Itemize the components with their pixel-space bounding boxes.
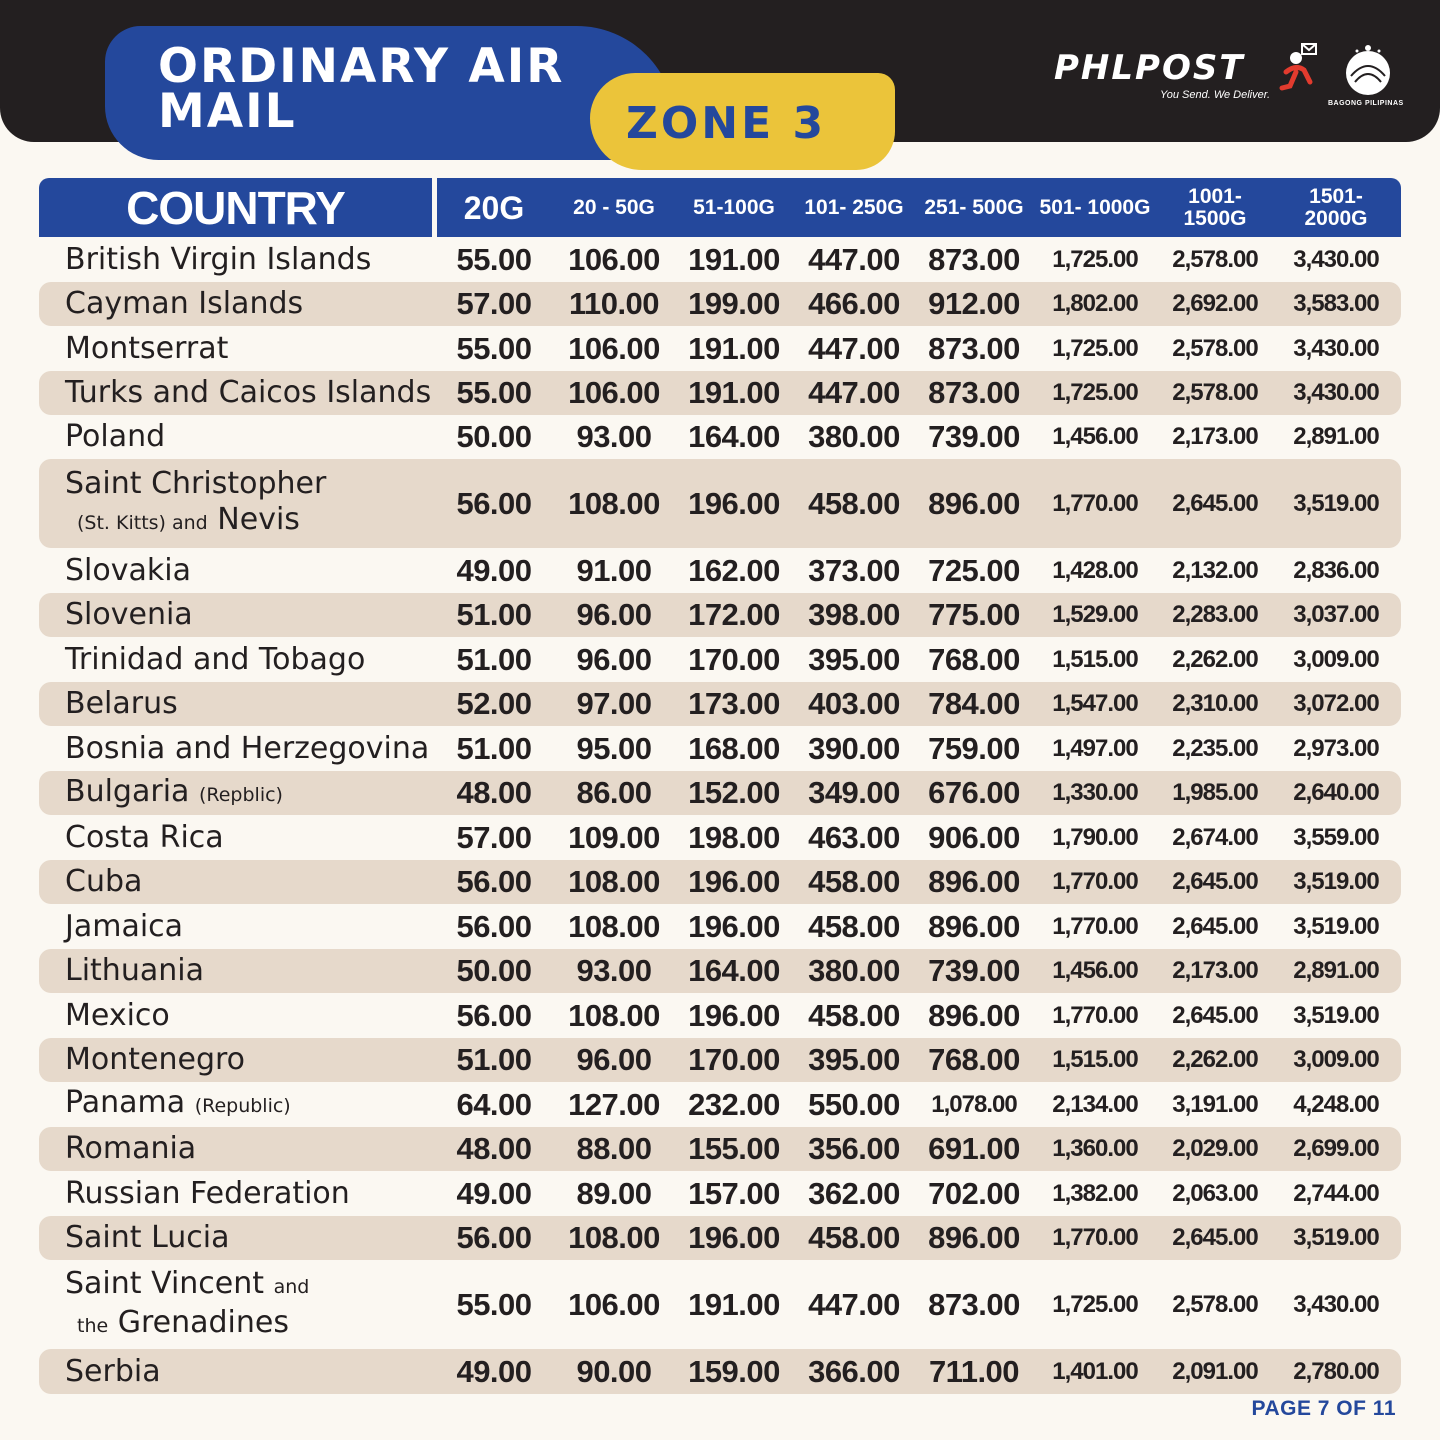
rate-cell: 191.00 [688, 241, 780, 277]
column-header: 501- 1000G [1039, 195, 1151, 219]
rate-cell: 2,132.00 [1172, 556, 1258, 584]
table-row [39, 237, 1401, 282]
table-row [39, 637, 1401, 682]
column-header: 20G [463, 189, 525, 226]
rate-cell: 2,578.00 [1172, 334, 1258, 362]
rate-cell: 64.00 [456, 1086, 532, 1122]
rate-cell: 51.00 [456, 597, 532, 632]
rate-cell: 170.00 [688, 641, 780, 677]
rate-cell: 896.00 [928, 485, 1020, 521]
rate-cell: 349.00 [808, 775, 900, 810]
rate-cell: 1,529.00 [1052, 601, 1138, 628]
table-row [39, 1171, 1401, 1216]
rate-cell: 89.00 [576, 1175, 652, 1211]
rate-cell: 51.00 [456, 730, 532, 766]
rate-cell: 2,262.00 [1172, 1046, 1258, 1073]
country-label: Cuba [65, 864, 143, 899]
rate-cell: 170.00 [688, 1042, 780, 1077]
table-row [39, 548, 1401, 593]
rate-cell: 97.00 [576, 686, 652, 721]
rate-cell: 108.00 [568, 864, 660, 899]
rate-cell: 2,173.00 [1172, 423, 1258, 450]
rate-cell: 711.00 [928, 1353, 1020, 1389]
rate-cell: 96.00 [576, 597, 652, 632]
rate-cell: 1,770.00 [1052, 1001, 1138, 1029]
rate-cell: 232.00 [688, 1086, 780, 1122]
rate-cell: 191.00 [688, 375, 780, 410]
rate-cell: 3,072.00 [1293, 690, 1379, 717]
country-label: Bosnia and Herzegovina [65, 730, 430, 766]
rate-cell: 3,559.00 [1293, 823, 1379, 851]
rate-cell: 3,430.00 [1293, 334, 1379, 362]
page-number: PAGE 7 OF 11 [1251, 1397, 1396, 1420]
country-label: Costa Rica [65, 819, 224, 855]
rate-cell: 51.00 [456, 641, 532, 677]
table-row [39, 949, 1401, 993]
rate-cell: 896.00 [928, 1220, 1020, 1255]
country-label: Serbia [65, 1353, 161, 1389]
table-row [39, 1082, 1401, 1127]
rate-cell: 164.00 [688, 419, 780, 454]
rate-cell: 2,029.00 [1172, 1135, 1258, 1162]
country-name [65, 1127, 196, 1171]
rate-cell: 458.00 [808, 908, 900, 944]
country-label: Poland [65, 419, 166, 454]
rate-cell: 2,699.00 [1293, 1135, 1379, 1162]
table-row [39, 726, 1401, 771]
rate-cell: 1,428.00 [1052, 556, 1138, 584]
rate-cell: 2,262.00 [1172, 645, 1258, 673]
rate-cell: 49.00 [456, 1175, 532, 1211]
rate-cell: 3,430.00 [1293, 1290, 1379, 1318]
rate-cell: 759.00 [928, 730, 1020, 766]
country-name [65, 237, 371, 282]
rate-cell: 2,134.00 [1052, 1090, 1138, 1118]
rate-cell: 2,836.00 [1293, 556, 1379, 584]
country-label: Panama [65, 1085, 186, 1120]
rate-cell: 784.00 [928, 686, 1020, 721]
table-row [39, 860, 1401, 904]
country-label: Jamaica [65, 908, 184, 944]
rate-cell: 356.00 [808, 1131, 900, 1166]
country-label: Bulgaria [65, 773, 190, 809]
country-label: Montenegro [65, 1042, 246, 1077]
rate-cell: 912.00 [928, 286, 1020, 321]
rate-cell: 2,692.00 [1172, 290, 1258, 317]
country-label: Romania [65, 1131, 197, 1166]
rate-cell: 56.00 [456, 1220, 532, 1255]
rate-cell: 3,009.00 [1293, 645, 1379, 673]
rate-cell: 3,519.00 [1293, 868, 1379, 895]
rate-cell: 2,645.00 [1172, 1224, 1258, 1251]
rate-cell: 2,744.00 [1293, 1179, 1379, 1207]
table-row [39, 593, 1401, 637]
rate-cell: 1,725.00 [1052, 245, 1138, 273]
rate-cell: 2,578.00 [1172, 1290, 1258, 1318]
rate-cell: 2,645.00 [1172, 868, 1258, 895]
rate-cell: 3,519.00 [1293, 1224, 1379, 1251]
phlpost-logo [1050, 42, 1410, 122]
rate-cell: 56.00 [456, 864, 532, 899]
rate-cell: 57.00 [456, 286, 532, 321]
rate-cell: 3,430.00 [1293, 379, 1379, 406]
rate-cell: 458.00 [808, 864, 900, 899]
rate-cell: 2,645.00 [1172, 912, 1258, 940]
brand-name: PHLPOST [1054, 48, 1245, 88]
rate-cell: 380.00 [808, 953, 900, 988]
table-row [39, 1216, 1401, 1260]
country-name [65, 1082, 291, 1127]
runner-icon [1274, 42, 1322, 92]
country-label: Cayman Islands [65, 286, 304, 321]
country-name [65, 1260, 309, 1349]
table-row [39, 682, 1401, 726]
rate-cell: 3,037.00 [1293, 601, 1379, 628]
rate-cell: 1,547.00 [1052, 690, 1138, 717]
rate-cell: 3,191.00 [1172, 1090, 1258, 1118]
rate-cell: 896.00 [928, 864, 1020, 899]
rate-cell: 739.00 [928, 419, 1020, 454]
rate-cell: 1,456.00 [1052, 957, 1138, 984]
rate-cell: 96.00 [576, 641, 652, 677]
rate-cell: 896.00 [928, 908, 1020, 944]
country-label: Saint Christopher [65, 466, 327, 501]
rate-cell: 2,674.00 [1172, 823, 1258, 851]
country-header: COUNTRY [126, 181, 345, 234]
rate-cell: 463.00 [808, 819, 900, 855]
table-row [39, 1349, 1401, 1394]
rate-cell: 196.00 [688, 908, 780, 944]
country-label: Belarus [65, 686, 178, 721]
rate-cell: 108.00 [568, 485, 660, 521]
country-label: Slovakia [65, 552, 191, 588]
country-name [65, 282, 303, 326]
rate-cell: 196.00 [688, 997, 780, 1033]
rate-cell: 196.00 [688, 1220, 780, 1255]
rate-cell: 775.00 [928, 597, 1020, 632]
rate-cell: 2,891.00 [1293, 423, 1379, 450]
rate-cell: 1,770.00 [1052, 912, 1138, 940]
rate-cell: 1,330.00 [1052, 779, 1138, 806]
country-name [65, 1038, 245, 1082]
country-name [65, 904, 183, 949]
rate-cell: 1,360.00 [1052, 1135, 1138, 1162]
rate-cell: 447.00 [808, 241, 900, 277]
rate-cell: 702.00 [928, 1175, 1020, 1211]
rate-cell: 50.00 [456, 953, 532, 988]
table-row [39, 1127, 1401, 1171]
rate-cell: 739.00 [928, 953, 1020, 988]
country-label-line2: Nevis [217, 502, 300, 537]
rate-cell: 159.00 [688, 1353, 780, 1389]
rate-cell: 458.00 [808, 1220, 900, 1255]
table-row [39, 326, 1401, 371]
rate-cell: 2,310.00 [1172, 690, 1258, 717]
rate-cell: 906.00 [928, 819, 1020, 855]
rate-cell: 4,248.00 [1293, 1090, 1379, 1118]
rate-cell: 196.00 [688, 864, 780, 899]
rate-cell: 403.00 [808, 686, 900, 721]
country-name [65, 326, 228, 371]
rate-cell: 56.00 [456, 908, 532, 944]
rate-table [39, 178, 1401, 1394]
rate-cell: 2,063.00 [1172, 1179, 1258, 1207]
country-label-line2: Grenadines [117, 1304, 289, 1340]
table-row [39, 771, 1401, 815]
rate-cell: 55.00 [456, 375, 532, 410]
rate-cell: 48.00 [456, 1131, 532, 1166]
rate-cell: 1,078.00 [931, 1090, 1017, 1118]
rate-cell: 2,091.00 [1172, 1357, 1258, 1385]
table-row [39, 815, 1401, 860]
rate-cell: 51.00 [456, 1042, 532, 1077]
rate-cell: 198.00 [688, 819, 780, 855]
rate-cell: 2,578.00 [1172, 245, 1258, 273]
rate-cell: 395.00 [808, 641, 900, 677]
table-row [39, 1260, 1401, 1349]
country-note: (St. Kitts) and [77, 512, 208, 534]
rate-cell: 96.00 [576, 1042, 652, 1077]
rate-cell: 152.00 [688, 775, 780, 810]
rate-cell: 366.00 [808, 1353, 900, 1389]
country-name [65, 993, 170, 1038]
rate-cell: 1,515.00 [1052, 1046, 1138, 1073]
rate-cell: 395.00 [808, 1042, 900, 1077]
rate-cell: 56.00 [456, 997, 532, 1033]
rate-cell: 173.00 [688, 686, 780, 721]
rate-cell: 191.00 [688, 1286, 780, 1322]
rate-cell: 466.00 [808, 286, 900, 321]
country-name [65, 726, 429, 771]
rate-cell: 2,645.00 [1172, 1001, 1258, 1029]
rate-cell: 2,235.00 [1172, 734, 1258, 762]
country-note-prefix: the [77, 1314, 109, 1337]
rate-cell: 2,578.00 [1172, 379, 1258, 406]
rate-cell: 725.00 [928, 552, 1020, 588]
rate-cell: 1,770.00 [1052, 489, 1138, 517]
rate-cell: 55.00 [456, 241, 532, 277]
rate-cell: 3,519.00 [1293, 489, 1379, 517]
rate-cell: 1,497.00 [1052, 734, 1138, 762]
seal-caption: BAGONG PILIPINAS [1328, 100, 1404, 107]
rate-cell: 55.00 [456, 1286, 532, 1322]
rate-cell: 2,640.00 [1293, 779, 1379, 806]
rate-cell: 157.00 [688, 1175, 780, 1211]
rate-cell: 1,770.00 [1052, 868, 1138, 895]
country-name [65, 771, 283, 815]
rate-cell: 3,583.00 [1293, 290, 1379, 317]
rate-cell: 95.00 [576, 730, 652, 766]
country-note: (Repblic) [198, 783, 283, 806]
country-name [65, 459, 326, 548]
column-header: 101- 250G [804, 195, 904, 219]
table-row [39, 904, 1401, 949]
rate-cell: 55.00 [456, 330, 532, 366]
rate-cell: 1,802.00 [1052, 290, 1138, 317]
rate-cell: 162.00 [688, 552, 780, 588]
table-header [39, 178, 1401, 237]
rate-cell: 3,519.00 [1293, 1001, 1379, 1029]
table-row [39, 459, 1401, 548]
rate-cell: 110.00 [568, 286, 660, 321]
table-row [39, 415, 1401, 459]
table-row [39, 282, 1401, 326]
rate-cell: 91.00 [576, 552, 652, 588]
rate-cell: 3,009.00 [1293, 1046, 1379, 1073]
country-label: Saint Vincent [65, 1265, 265, 1301]
rate-cell: 172.00 [688, 597, 780, 632]
rate-cell: 1,725.00 [1052, 334, 1138, 362]
column-header: 20 - 50G [573, 195, 655, 219]
rate-cell: 873.00 [928, 330, 1020, 366]
country-name [65, 682, 178, 726]
country-name [65, 415, 165, 459]
country-name [65, 815, 224, 860]
table-row [39, 1038, 1401, 1082]
country-label: Saint Lucia [65, 1220, 230, 1255]
country-name [65, 1216, 230, 1260]
rate-cell: 199.00 [688, 286, 780, 321]
column-header: 1001- 1500G [1183, 184, 1247, 230]
rate-cell: 390.00 [808, 730, 900, 766]
rate-cell: 127.00 [568, 1086, 660, 1122]
rate-cell: 447.00 [808, 375, 900, 410]
rate-cell: 56.00 [456, 485, 532, 521]
rate-cell: 52.00 [456, 686, 532, 721]
rate-cell: 1,725.00 [1052, 379, 1138, 406]
rate-cell: 155.00 [688, 1131, 780, 1166]
rate-cell: 93.00 [576, 419, 652, 454]
rate-cell: 50.00 [456, 419, 532, 454]
rate-cell: 768.00 [928, 1042, 1020, 1077]
rate-cell: 93.00 [576, 953, 652, 988]
rate-cell: 2,780.00 [1293, 1357, 1379, 1385]
zone-label: ZONE 3 [626, 98, 827, 149]
rate-cell: 86.00 [576, 775, 652, 810]
rate-cell: 1,401.00 [1052, 1357, 1138, 1385]
rate-cell: 1,725.00 [1052, 1290, 1138, 1318]
rate-cell: 362.00 [808, 1175, 900, 1211]
country-name [65, 637, 365, 682]
rate-cell: 873.00 [928, 241, 1020, 277]
rate-cell: 2,973.00 [1293, 734, 1379, 762]
rate-cell: 3,430.00 [1293, 245, 1379, 273]
country-note: and [273, 1275, 310, 1298]
rate-cell: 49.00 [456, 1353, 532, 1389]
rate-cell: 1,456.00 [1052, 423, 1138, 450]
rate-cell: 164.00 [688, 953, 780, 988]
rate-cell: 896.00 [928, 997, 1020, 1033]
country-label: Lithuania [65, 953, 204, 988]
page-title: ORDINARY AIR MAIL [158, 39, 565, 139]
rate-cell: 1,770.00 [1052, 1224, 1138, 1251]
column-header: 51-100G [693, 195, 775, 219]
rate-cell: 380.00 [808, 419, 900, 454]
rate-cell: 106.00 [568, 241, 660, 277]
rate-cell: 447.00 [808, 330, 900, 366]
rate-cell: 109.00 [568, 819, 660, 855]
column-header: 251- 500G [924, 195, 1024, 219]
country-name [65, 860, 142, 904]
table-row [39, 993, 1401, 1038]
rate-cell: 48.00 [456, 775, 532, 810]
rate-cell: 88.00 [576, 1131, 652, 1166]
rate-cell: 90.00 [576, 1353, 652, 1389]
bagong-pilipinas-seal-icon [1337, 42, 1399, 104]
country-name [65, 949, 204, 993]
country-label: Montserrat [65, 330, 229, 366]
country-label: Russian Federation [65, 1175, 350, 1211]
rate-cell: 108.00 [568, 908, 660, 944]
rate-cell: 768.00 [928, 641, 1020, 677]
rate-cell: 1,985.00 [1172, 779, 1258, 806]
country-name [65, 593, 193, 637]
rate-cell: 108.00 [568, 997, 660, 1033]
rate-cell: 49.00 [456, 552, 532, 588]
rate-cell: 1,515.00 [1052, 645, 1138, 673]
rate-cell: 191.00 [688, 330, 780, 366]
rate-cell: 2,283.00 [1172, 601, 1258, 628]
country-name [65, 371, 431, 415]
rate-cell: 2,173.00 [1172, 957, 1258, 984]
rate-cell: 106.00 [568, 375, 660, 410]
rate-cell: 108.00 [568, 1220, 660, 1255]
rate-cell: 3,519.00 [1293, 912, 1379, 940]
rate-cell: 458.00 [808, 485, 900, 521]
country-label: British Virgin Islands [65, 241, 372, 277]
rate-cell: 550.00 [808, 1086, 900, 1122]
rate-cell: 398.00 [808, 597, 900, 632]
rate-cell: 196.00 [688, 485, 780, 521]
rate-cell: 691.00 [928, 1131, 1020, 1166]
rate-cell: 1,382.00 [1052, 1179, 1138, 1207]
country-label: Mexico [65, 997, 170, 1033]
country-label: Slovenia [65, 597, 193, 632]
rate-cell: 2,645.00 [1172, 489, 1258, 517]
brand-tagline: You Send. We Deliver. [1160, 89, 1271, 101]
rate-cell: 873.00 [928, 1286, 1020, 1322]
rate-cell: 676.00 [928, 775, 1020, 810]
country-label: Trinidad and Tobago [65, 641, 366, 677]
rate-cell: 2,891.00 [1293, 957, 1379, 984]
rate-cell: 458.00 [808, 997, 900, 1033]
rate-cell: 106.00 [568, 1286, 660, 1322]
rate-cell: 873.00 [928, 375, 1020, 410]
country-name [65, 548, 191, 593]
rate-cell: 373.00 [808, 552, 900, 588]
table-row [39, 371, 1401, 415]
rate-cell: 1,790.00 [1052, 823, 1138, 851]
rate-cell: 168.00 [688, 730, 780, 766]
table-body [39, 237, 1401, 1394]
country-label: Turks and Caicos Islands [65, 375, 432, 410]
column-header: 1501- 2000G [1304, 184, 1368, 230]
country-name [65, 1171, 350, 1216]
rate-cell: 447.00 [808, 1286, 900, 1322]
rate-cell: 106.00 [568, 330, 660, 366]
rate-cell: 57.00 [456, 819, 532, 855]
country-note: (Republic) [194, 1095, 291, 1117]
country-name [65, 1349, 161, 1394]
